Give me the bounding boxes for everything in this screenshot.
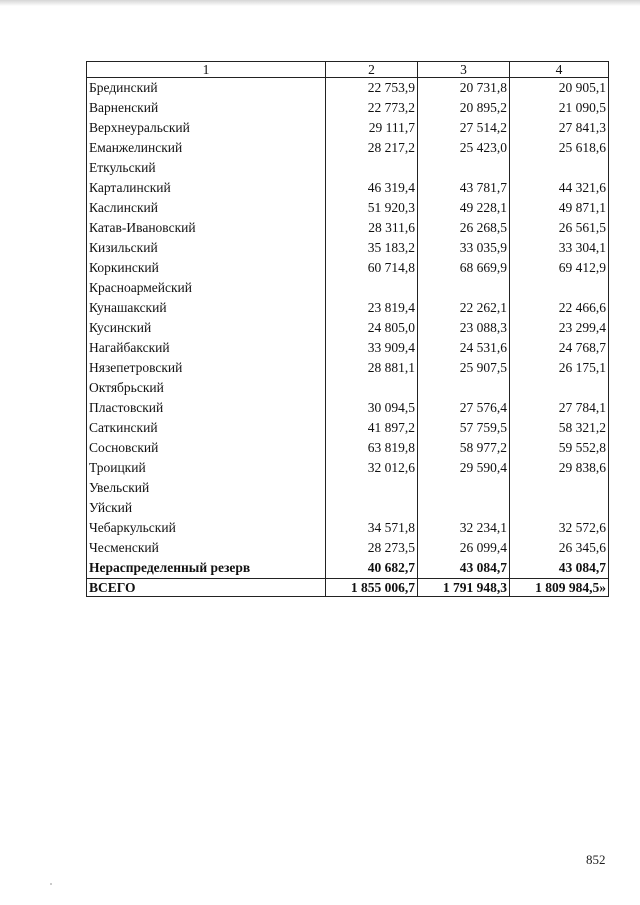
value-cell-col2: 35 183,2 — [326, 238, 418, 258]
total-row-name: ВСЕГО — [87, 579, 326, 597]
district-name-cell: Еманжелинский — [87, 138, 326, 158]
scan-speck — [50, 883, 52, 885]
table-row — [87, 378, 609, 398]
value-cell-col4: 21 090,5 — [510, 98, 609, 118]
district-name-cell: Красноармейский — [87, 278, 326, 298]
value-cell-col4 — [510, 478, 609, 498]
value-cell-col3: 27 514,2 — [418, 118, 510, 138]
district-name-cell: Кунашакский — [87, 298, 326, 318]
value-cell-col2: 34 571,8 — [326, 518, 418, 538]
district-name-cell: Кусинский — [87, 318, 326, 338]
value-cell-col4: 24 768,7 — [510, 338, 609, 358]
scan-top-edge — [0, 0, 640, 6]
value-cell-col3: 25 423,0 — [418, 138, 510, 158]
column-header-2: 2 — [326, 62, 418, 78]
value-cell-col3: 20 895,2 — [418, 98, 510, 118]
value-cell-col2: 30 094,5 — [326, 398, 418, 418]
reserve-row-name: Нераспределенный резерв — [87, 558, 326, 579]
table-row — [87, 138, 609, 158]
total-row-col4: 1 809 984,5» — [510, 579, 609, 597]
value-cell-col4: 20 905,1 — [510, 78, 609, 99]
total-row — [87, 579, 609, 597]
value-cell-col4: 25 618,6 — [510, 138, 609, 158]
value-cell-col4: 26 561,5 — [510, 218, 609, 238]
total-row-col3: 1 791 948,3 — [418, 579, 510, 597]
value-cell-col3: 27 576,4 — [418, 398, 510, 418]
value-cell-col2: 60 714,8 — [326, 258, 418, 278]
reserve-row — [87, 558, 609, 579]
table-row — [87, 338, 609, 358]
value-cell-col3 — [418, 158, 510, 178]
value-cell-col4: 33 304,1 — [510, 238, 609, 258]
value-cell-col3: 26 099,4 — [418, 538, 510, 558]
column-header-1: 1 — [87, 62, 326, 78]
value-cell-col4 — [510, 378, 609, 398]
value-cell-col3: 49 228,1 — [418, 198, 510, 218]
reserve-row-col2: 40 682,7 — [326, 558, 418, 579]
table-row — [87, 118, 609, 138]
table-row — [87, 458, 609, 478]
value-cell-col3 — [418, 278, 510, 298]
value-cell-col4: 27 784,1 — [510, 398, 609, 418]
value-cell-col2: 29 111,7 — [326, 118, 418, 138]
value-cell-col4: 59 552,8 — [510, 438, 609, 458]
value-cell-col2: 22 753,9 — [326, 78, 418, 99]
value-cell-col3: 68 669,9 — [418, 258, 510, 278]
reserve-row-col4: 43 084,7 — [510, 558, 609, 579]
value-cell-col3: 33 035,9 — [418, 238, 510, 258]
value-cell-col4 — [510, 278, 609, 298]
table-row — [87, 498, 609, 518]
value-cell-col2 — [326, 158, 418, 178]
table-row — [87, 358, 609, 378]
table-body — [87, 78, 609, 597]
value-cell-col4: 44 321,6 — [510, 178, 609, 198]
value-cell-col2: 51 920,3 — [326, 198, 418, 218]
value-cell-col2: 32 012,6 — [326, 458, 418, 478]
district-name-cell: Увельский — [87, 478, 326, 498]
table-header-row — [87, 62, 609, 78]
value-cell-col3 — [418, 378, 510, 398]
district-name-cell: Нязепетровский — [87, 358, 326, 378]
value-cell-col3 — [418, 478, 510, 498]
value-cell-col2: 28 273,5 — [326, 538, 418, 558]
value-cell-col3 — [418, 498, 510, 518]
value-cell-col2: 28 311,6 — [326, 218, 418, 238]
district-name-cell: Брединский — [87, 78, 326, 99]
district-name-cell: Верхнеуральский — [87, 118, 326, 138]
value-cell-col4: 27 841,3 — [510, 118, 609, 138]
district-name-cell: Чесменский — [87, 538, 326, 558]
value-cell-col4: 26 175,1 — [510, 358, 609, 378]
value-cell-col4: 26 345,6 — [510, 538, 609, 558]
value-cell-col3: 23 088,3 — [418, 318, 510, 338]
table-row — [87, 98, 609, 118]
district-name-cell: Нагайбакский — [87, 338, 326, 358]
table-row — [87, 318, 609, 338]
value-cell-col2: 23 819,4 — [326, 298, 418, 318]
table-row — [87, 298, 609, 318]
value-cell-col3: 58 977,2 — [418, 438, 510, 458]
budget-table — [86, 61, 609, 597]
district-name-cell: Уйский — [87, 498, 326, 518]
table-row — [87, 78, 609, 99]
table-row — [87, 538, 609, 558]
value-cell-col3: 25 907,5 — [418, 358, 510, 378]
value-cell-col2: 63 819,8 — [326, 438, 418, 458]
value-cell-col4: 49 871,1 — [510, 198, 609, 218]
value-cell-col4: 23 299,4 — [510, 318, 609, 338]
district-name-cell: Катав-Ивановский — [87, 218, 326, 238]
value-cell-col3: 43 781,7 — [418, 178, 510, 198]
table-row — [87, 158, 609, 178]
table-row — [87, 258, 609, 278]
table-row — [87, 218, 609, 238]
total-row-col2: 1 855 006,7 — [326, 579, 418, 597]
table-row — [87, 178, 609, 198]
district-name-cell: Карталинский — [87, 178, 326, 198]
value-cell-col2: 41 897,2 — [326, 418, 418, 438]
column-header-3: 3 — [418, 62, 510, 78]
district-name-cell: Троицкий — [87, 458, 326, 478]
value-cell-col4: 29 838,6 — [510, 458, 609, 478]
value-cell-col2 — [326, 498, 418, 518]
district-name-cell: Пластовский — [87, 398, 326, 418]
value-cell-col4: 58 321,2 — [510, 418, 609, 438]
table-row — [87, 418, 609, 438]
value-cell-col2 — [326, 378, 418, 398]
district-name-cell: Коркинский — [87, 258, 326, 278]
district-name-cell: Еткульский — [87, 158, 326, 178]
value-cell-col2 — [326, 478, 418, 498]
table-row — [87, 438, 609, 458]
district-name-cell: Кизильский — [87, 238, 326, 258]
district-name-cell: Каслинский — [87, 198, 326, 218]
table-row — [87, 518, 609, 538]
district-name-cell: Октябрьский — [87, 378, 326, 398]
district-name-cell: Чебаркульский — [87, 518, 326, 538]
value-cell-col4 — [510, 158, 609, 178]
value-cell-col3: 32 234,1 — [418, 518, 510, 538]
district-name-cell: Сосновский — [87, 438, 326, 458]
column-header-4: 4 — [510, 62, 609, 78]
value-cell-col2 — [326, 278, 418, 298]
value-cell-col4: 32 572,6 — [510, 518, 609, 538]
value-cell-col3: 29 590,4 — [418, 458, 510, 478]
value-cell-col2: 28 881,1 — [326, 358, 418, 378]
value-cell-col3: 57 759,5 — [418, 418, 510, 438]
value-cell-col2: 22 773,2 — [326, 98, 418, 118]
table-row — [87, 398, 609, 418]
district-name-cell: Варненский — [87, 98, 326, 118]
table-row — [87, 278, 609, 298]
page-content — [86, 61, 608, 597]
value-cell-col3: 20 731,8 — [418, 78, 510, 99]
table-row — [87, 198, 609, 218]
reserve-row-col3: 43 084,7 — [418, 558, 510, 579]
value-cell-col2: 46 319,4 — [326, 178, 418, 198]
value-cell-col2: 28 217,2 — [326, 138, 418, 158]
district-name-cell: Саткинский — [87, 418, 326, 438]
value-cell-col3: 26 268,5 — [418, 218, 510, 238]
value-cell-col3: 24 531,6 — [418, 338, 510, 358]
value-cell-col4: 69 412,9 — [510, 258, 609, 278]
value-cell-col4 — [510, 498, 609, 518]
value-cell-col2: 33 909,4 — [326, 338, 418, 358]
page-number: 852 — [586, 852, 606, 867]
value-cell-col2: 24 805,0 — [326, 318, 418, 338]
table-row — [87, 478, 609, 498]
value-cell-col3: 22 262,1 — [418, 298, 510, 318]
value-cell-col4: 22 466,6 — [510, 298, 609, 318]
table-row — [87, 238, 609, 258]
